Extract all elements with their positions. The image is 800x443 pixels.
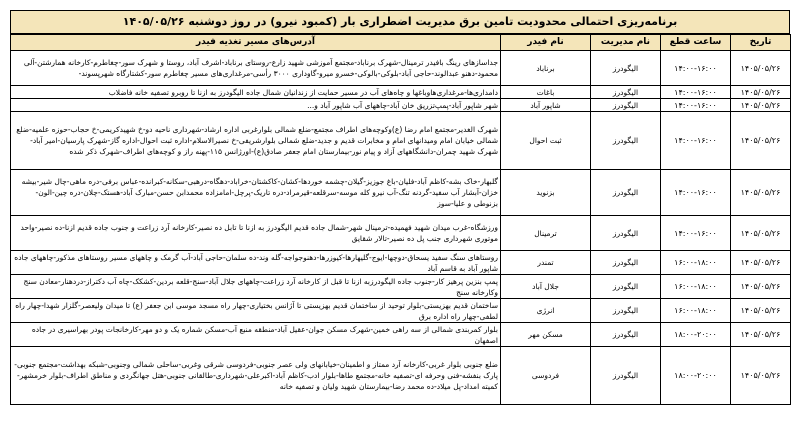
table-row: [11, 275, 791, 299]
cell-address: جداسازهای رینگ بافیدر ترمینال-شهرک برناباد-مجتمع آموزشی شهید زارع-روستای برناباد-اشرف آباد، روستا و شهرک سور-چغاطرم-کارخانه همارشتن-آلی محمود-دهنو عبدالوند-حاجی آباد-بلوکی-بالوکی-خسرو میرو-گاوداری ۳۰۰۰ رأسی-مرغداری‌های مسیر چغاطرم سور-کشتارگاه شهرپسوند-: [11, 51, 501, 86]
cell-date: ۱۴۰۵/۰۵/۲۶: [731, 251, 791, 275]
cell-feeder: جلال آباد: [501, 275, 591, 299]
cell-address: گلبهار-خاک بشه-کاظم آباد-فلیان-باغ جوزیز-گیلان-چشمه خوردها-کشان-کاکشتان-خراباد-دهگاه-درهبی-سکانه-کبرانده-عباس برفی-دره ماهی-چال شیر-بیشه خزان-آبشار آب سفید-گردنه تنگ-آب نیرو کله موسه-سرقلعه-قیرمراد-دره تاریک-پرچل-امامزاده محمدابن حسن-مبارک آباد-هستک-چلان-دره چین-الون-بزنوطی و علیا-سوز: [11, 170, 501, 216]
table-row: [11, 347, 791, 405]
cell-feeder: بزنوید: [501, 170, 591, 216]
table-row: [11, 323, 791, 347]
cell-time: ۱۶:۰۰-۱۸:۰۰: [661, 275, 731, 299]
cell-address: ضلع جنوبی بلوار غربی-کارخانه آرد ممتاز و اطمینان-خیابانهای ولی عصر جنوبی-فردوسی شرقی وغربی-ساحلی شمالی وجنوبی-شبکه بهداشت-مجتمع جنوبی-پارک بنفشه-فنی وحرفه ای-تصفیه خانه-مجتمع طاها-بلوار ادب-کاظم آباد-اکبرعلی-شهرداری-طالقانی جنوبی-هتل جهانگردی و مناطق اطراف-بلوار خرمشهر-کمیته امداد-پل میلاد-ده محمد رضا-بیمارستان شهید ولیان و تصفیه خانه: [11, 347, 501, 405]
cell-date: ۱۴۰۵/۰۵/۲۶: [731, 323, 791, 347]
cell-region: الیگودرز: [591, 347, 661, 405]
header-date: تاریخ: [731, 35, 791, 51]
cell-region: الیگودرز: [591, 51, 661, 86]
cell-feeder: شاپور آباد: [501, 99, 591, 112]
table-row: [11, 51, 791, 86]
cell-feeder: ثبت احوال: [501, 112, 591, 170]
cell-time: ۱۸:۰۰-۲۰:۰۰: [661, 347, 731, 405]
cell-address: دامداری‌ها-مرغداری‌هاوباغها و چاه‌های آب در مسیر حمایت از زندانیان شمال جاده الیگودرز به ازنا تا روبرو تصفیه خانه فاضلاب: [11, 86, 501, 99]
cell-time: ۱۸:۰۰-۲۰:۰۰: [661, 323, 731, 347]
cell-address: ساختمان قدیم بهزیستی-بلوار توحید از ساختمان قدیم بهزیستی تا آژانس بختیاری-چهار راه مسجد موسی ابن جعفر (ع) تا میدان ولیعصر-گلزار شهدا-چهار راه لطفی-چهار راه اداره برق: [11, 299, 501, 323]
cell-time: ۱۴:۰۰-۱۶:۰۰: [661, 216, 731, 251]
cell-feeder: باغات: [501, 86, 591, 99]
cell-date: ۱۴۰۵/۰۵/۲۶: [731, 347, 791, 405]
cell-region: الیگودرز: [591, 86, 661, 99]
cell-region: الیگودرز: [591, 251, 661, 275]
cell-address: شهر شاپور آباد-پمپ‌تزریق خان آباد-چاههای آب شاپور آباد و...: [11, 99, 501, 112]
page-title: برنامه‌ریزی احتمالی محدودیت تامین برق مدیریت اضطراری بار (کمبود نیرو) در روز دوشنبه ۱۴۰۵/۰۵/۲۶: [10, 10, 790, 34]
cell-address: شهرک الغدیر-مجتمع امام رضا (ع)وکوچه‌های اطراف مجتمع-ضلع شمالی بلوارغربی اداره ارشاد-شهرداری ناحیه دو-خ شهیدکریمی-خ حجاب-حوزه علمیه-ضلع شمالی خیابان امام ومیدانهای امام و مخابرات قدیم و جدید-ضلع شمالی بلوارشریفی-خ نصیرالاسلام-اداره ثبت احوال-اداره گاز-شهرک پارسیان-امیر آباد-شهرک شهید چمران-دانشگاههای آزاد و پیام نور-بیمارستان امام جعفر صادق(ع)-اورژانس ۱۱۵-پهنه راز و کوچه‌های اطراف-شهرک ذکر شده: [11, 112, 501, 170]
cell-region: الیگودرز: [591, 299, 661, 323]
cell-time: ۱۴:۰۰-۱۶:۰۰: [661, 112, 731, 170]
cell-feeder: فردوسی: [501, 347, 591, 405]
cell-feeder: ترمینال: [501, 216, 591, 251]
cell-time: ۱۶:۰۰-۱۸:۰۰: [661, 251, 731, 275]
header-row: [11, 35, 791, 51]
outage-table: [10, 34, 791, 405]
table-row: [11, 216, 791, 251]
cell-date: ۱۴۰۵/۰۵/۲۶: [731, 170, 791, 216]
cell-date: ۱۴۰۵/۰۵/۲۶: [731, 216, 791, 251]
cell-time: ۱۴:۰۰-۱۶:۰۰: [661, 99, 731, 112]
cell-region: الیگودرز: [591, 112, 661, 170]
cell-region: الیگودرز: [591, 323, 661, 347]
cell-date: ۱۴۰۵/۰۵/۲۶: [731, 86, 791, 99]
table-row: [11, 251, 791, 275]
cell-date: ۱۴۰۵/۰۵/۲۶: [731, 99, 791, 112]
header-addresses: آدرس‌های مسیر تغذیه فیدر: [11, 35, 501, 51]
header-region: نام مدیریت: [591, 35, 661, 51]
header-feeder: نام فیدر: [501, 35, 591, 51]
cell-feeder: مسکن مهر: [501, 323, 591, 347]
cell-region: الیگودرز: [591, 275, 661, 299]
cell-address: روستاهای سنگ سفید یسحاق-دوچها-ایوج-گلیهارها-کیوزرها-دهنوجواجه-گله وند-ده سلمان-حاجی آباد-آب گرمک و چاههای مسیر روستاهای مذکور-چاههای جاده شاپور آباد به قاسم آباد: [11, 251, 501, 275]
table-row: [11, 112, 791, 170]
cell-date: ۱۴۰۵/۰۵/۲۶: [731, 275, 791, 299]
cell-time: ۱۴:۰۰-۱۶:۰۰: [661, 170, 731, 216]
cell-date: ۱۴۰۵/۰۵/۲۶: [731, 299, 791, 323]
table-row: [11, 86, 791, 99]
cell-date: ۱۴۰۵/۰۵/۲۶: [731, 51, 791, 86]
cell-region: الیگودرز: [591, 170, 661, 216]
table-row: [11, 170, 791, 216]
cell-address: بلوار کمربندی شمالی از سه راهی خمین-شهرک مسکن جوان-عقیل آباد-منطقه منبع آب-مسکن شماره یک و دو مهر-کارخانجات پودر بهراسیری در جاده اصفهان: [11, 323, 501, 347]
table-body: [11, 51, 791, 405]
cell-time: ۱۶:۰۰-۱۸:۰۰: [661, 299, 731, 323]
cell-feeder: تمندر: [501, 251, 591, 275]
header-time: ساعت قطع: [661, 35, 731, 51]
cell-region: الیگودرز: [591, 216, 661, 251]
table-row: [11, 299, 791, 323]
table-row: [11, 99, 791, 112]
cell-address: ورزشگاه-غرب میدان شهید فهمیده-ترمینال شهر-شمال جاده قدیم الیگودرز به ازنا تا تابل ده نصیر-کارخانه آرد زراعت و جنوب جاده قدیم ازنا-ده نصیر-واحد موتوری شهرداری جنب پل ده نصیر-تالار شقایق: [11, 216, 501, 251]
cell-feeder: برناباد: [501, 51, 591, 86]
cell-time: ۱۴:۰۰-۱۶:۰۰: [661, 51, 731, 86]
schedule-document: [10, 10, 790, 405]
cell-address: پمپ بنزین پرهیز کار-جنوب جاده الیگودرزبه ازنا تا قبل از کارخانه آرد زراعت-چاههای جلال آباد-سنج-قلعه بردین-کشکک-چاه آب دکتراز-دردهنار-معادن سنج وکارخانه سنج: [11, 275, 501, 299]
cell-time: ۱۴:۰۰-۱۶:۰۰: [661, 86, 731, 99]
cell-region: الیگودرز: [591, 99, 661, 112]
cell-feeder: انرژی: [501, 299, 591, 323]
cell-date: ۱۴۰۵/۰۵/۲۶: [731, 112, 791, 170]
